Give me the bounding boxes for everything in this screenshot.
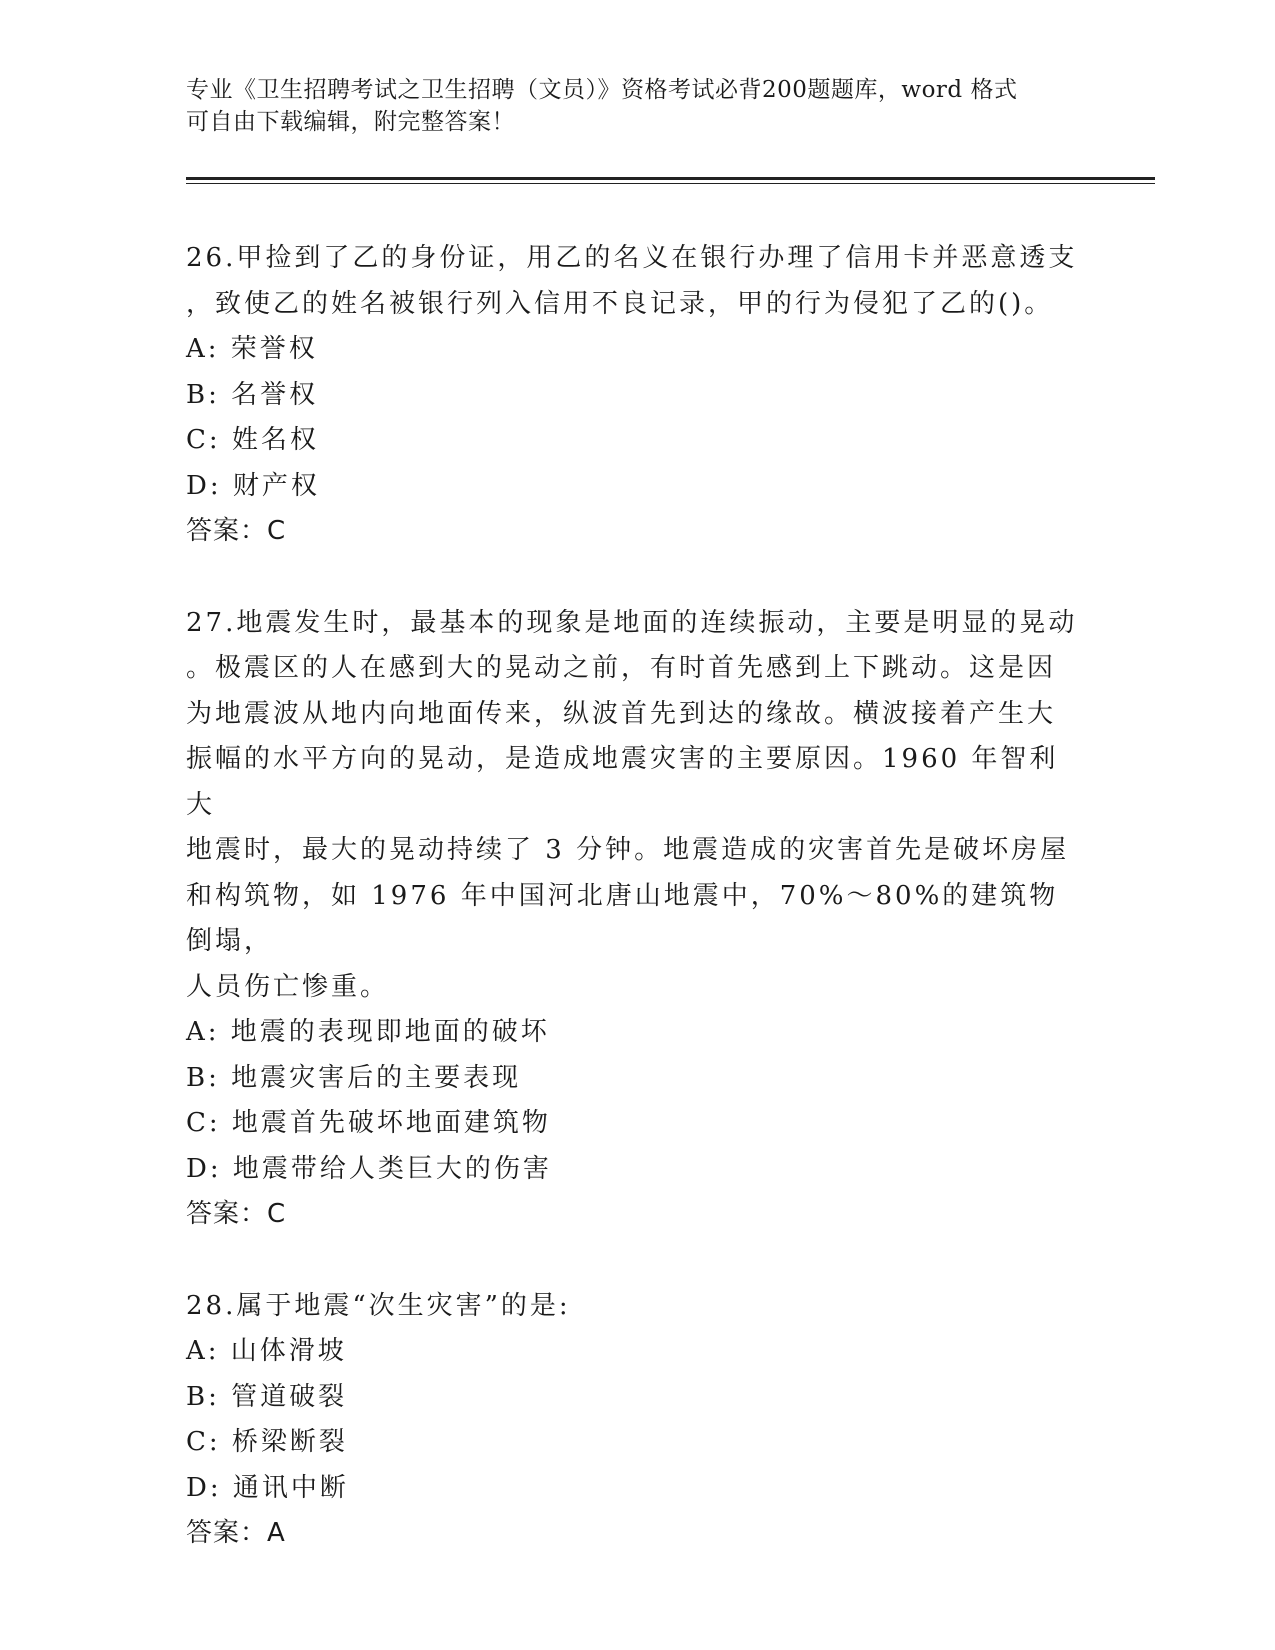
question-stem-line: 26.甲捡到了乙的身份证，用乙的名义在银行办理了信用卡并恶意透支: [186, 243, 1078, 273]
question-stem-line: 27.地震发生时，最基本的现象是地面的连续振动，主要是明显的晃动: [186, 607, 1078, 638]
option-d: D: 财产权: [186, 470, 320, 501]
option-d: D: 地震带给人类巨大的伤害: [186, 1153, 552, 1184]
question-stem-line: 人员伤亡惨重。: [186, 971, 390, 1002]
question-stem-line: ，致使乙的姓名被银行列入信用不良记录，甲的行为侵犯了乙的()。: [186, 288, 1054, 319]
header-line-2: 可自由下载编辑，附完整答案！: [186, 109, 515, 135]
question-stem-line: 28.属于地震“次生灾害”的是:: [186, 1290, 571, 1321]
option-d: D: 通讯中断: [186, 1472, 349, 1503]
header-divider-thin: [186, 183, 1155, 184]
question-stem-line: 。极震区的人在感到大的晃动之前，有时首先感到上下跳动。这是因: [186, 653, 1057, 683]
option-c: C: 桥梁断裂: [186, 1427, 348, 1457]
answer-line: 答案：C: [186, 1199, 287, 1229]
question-stem-line: 为地震波从地内向地面传来，纵波首先到达的缘故。横波接着产生大: [186, 698, 1057, 729]
option-a: A: 山体滑坡: [186, 1336, 347, 1366]
option-b: B: 名誉权: [186, 379, 319, 410]
document-header: [186, 74, 1066, 138]
answer-line: 答案：C: [186, 516, 287, 546]
option-c: C: 地震首先破坏地面建筑物: [186, 1108, 551, 1138]
question-list: [186, 236, 1086, 1603]
header-line-1: 专业《卫生招聘考试之卫生招聘（文员）》资格考试必背200题题库，word 格式: [186, 77, 1018, 103]
header-divider-thick: [186, 177, 1155, 180]
question-28: [186, 1284, 1086, 1557]
question-stem-line: 振幅的水平方向的晃动，是造成地震灾害的主要原因。1960 年智利大: [186, 744, 1059, 820]
question-stem-line: 地震时，最大的晃动持续了 3 分钟。地震造成的灾害首先是破坏房屋: [186, 835, 1070, 865]
question-27: [186, 601, 1086, 1238]
option-c: C: 姓名权: [186, 425, 319, 455]
question-stem-line: 和构筑物，如 1976 年中国河北唐山地震中，70%～80%的建筑物倒塌，: [186, 880, 1059, 956]
option-a: A: 地震的表现即地面的破坏: [186, 1017, 550, 1047]
option-b: B: 管道破裂: [186, 1381, 348, 1412]
answer-line: 答案：A: [186, 1518, 286, 1548]
option-a: A: 荣誉权: [186, 334, 318, 364]
question-26: [186, 236, 1086, 555]
option-b: B: 地震灾害后的主要表现: [186, 1062, 522, 1093]
